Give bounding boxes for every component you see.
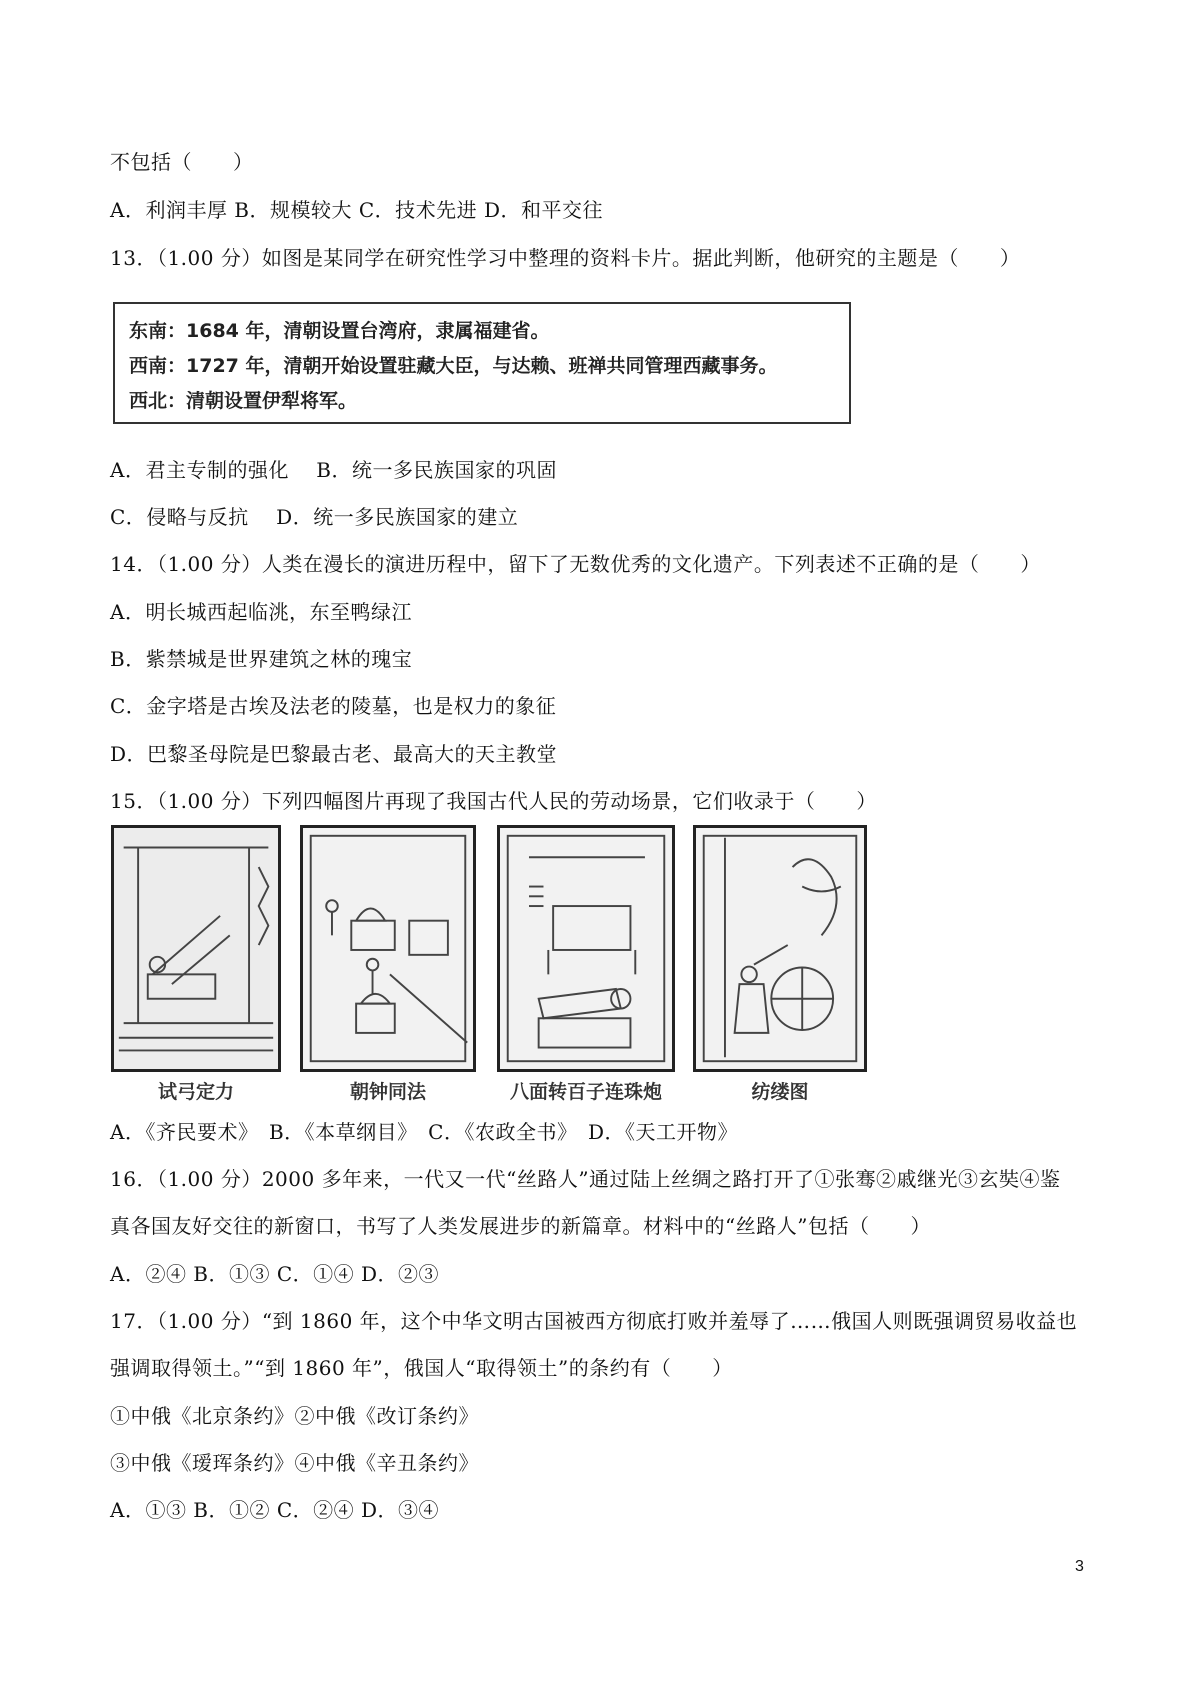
q14-option-c: C．金字塔是古埃及法老的陵墓，也是权力的象征 (110, 694, 557, 718)
q17-stem-1: 17．（1.00 分）“到 1860 年，这个中华文明古国被西方彻底打败并羞辱了……俄国人则既强调贸易收益也 (110, 1309, 1078, 1333)
info-card (113, 302, 851, 424)
page-number: 3 (1075, 1558, 1084, 1575)
caption-spinning: 纺缕图 (751, 1081, 809, 1103)
q13-stem: 13．（1.00 分）如图是某同学在研究性学习中整理的资料卡片。据此判断，他研究的主题是（ ） (110, 246, 1021, 270)
q17-stem-2: 强调取得领土。”“到 1860 年”，俄国人“取得领土”的条约有（ ） (110, 1356, 733, 1380)
card-line-northwest: 西北：清朝设置伊犁将军。 (129, 390, 358, 412)
q16-options: A．②④ B．①③ C．①④ D．②③ (110, 1262, 440, 1286)
q13-options-cd: C．侵略与反抗 D．统一多民族国家的建立 (110, 505, 519, 529)
q15-stem: 15．（1.00 分）下列四幅图片再现了我国古代人民的劳动场景，它们收录于（ ） (110, 789, 877, 813)
caption-bell-casting: 朝钟同法 (349, 1081, 426, 1103)
q16-stem-2: 真各国友好交往的新窗口，书写了人类发展进步的新篇章。材料中的“丝路人”包括（ ） (110, 1214, 931, 1238)
picture-spinning (693, 825, 867, 1072)
card-line-southeast: 东南：1684 年，清朝设置台湾府，隶属福建省。 (129, 320, 550, 342)
picture-archery (111, 825, 281, 1072)
q17-items-1: ①中俄《北京条约》②中俄《改订条约》 (110, 1404, 479, 1428)
picture-cannon (497, 825, 675, 1072)
text-line-1: 不包括（ ） (110, 150, 254, 174)
q16-stem-1: 16．（1.00 分）2000 多年来，一代又一代“丝路人”通过陆上丝绸之路打开了①张骞②戚继光③玄奘④鉴 (110, 1167, 1061, 1191)
q13-options-ab: A．君主专制的强化 B．统一多民族国家的巩固 (110, 458, 557, 482)
q14-option-d: D．巴黎圣母院是巴黎最古老、最高大的天主教堂 (110, 742, 558, 766)
caption-archery: 试弓定力 (157, 1081, 234, 1103)
q12-options: A．利润丰厚 B．规模较大 C．技术先进 D．和平交往 (110, 198, 604, 222)
q14-stem: 14．（1.00 分）人类在漫长的演进历程中，留下了无数优秀的文化遗产。下列表述不正确的是（ ） (110, 552, 1041, 576)
q14-option-b: B．紫禁城是世界建筑之林的瑰宝 (110, 647, 413, 671)
caption-cannon: 八面转百子连珠炮 (509, 1081, 662, 1103)
q15-options: A．《齐民要术》 B．《本草纲目》 C．《农政全书》 D．《天工开物》 (110, 1120, 738, 1144)
q14-option-a: A．明长城西起临洮，东至鸭绿江 (110, 600, 412, 624)
q17-items-2: ③中俄《瑷珲条约》④中俄《辛丑条约》 (110, 1451, 479, 1475)
picture-bell-casting (300, 825, 476, 1072)
q17-options: A．①③ B．①② C．②④ D．③④ (110, 1498, 440, 1522)
card-line-southwest: 西南：1727 年，清朝开始设置驻藏大臣，与达赖、班禅共同管理西藏事务。 (129, 355, 778, 377)
